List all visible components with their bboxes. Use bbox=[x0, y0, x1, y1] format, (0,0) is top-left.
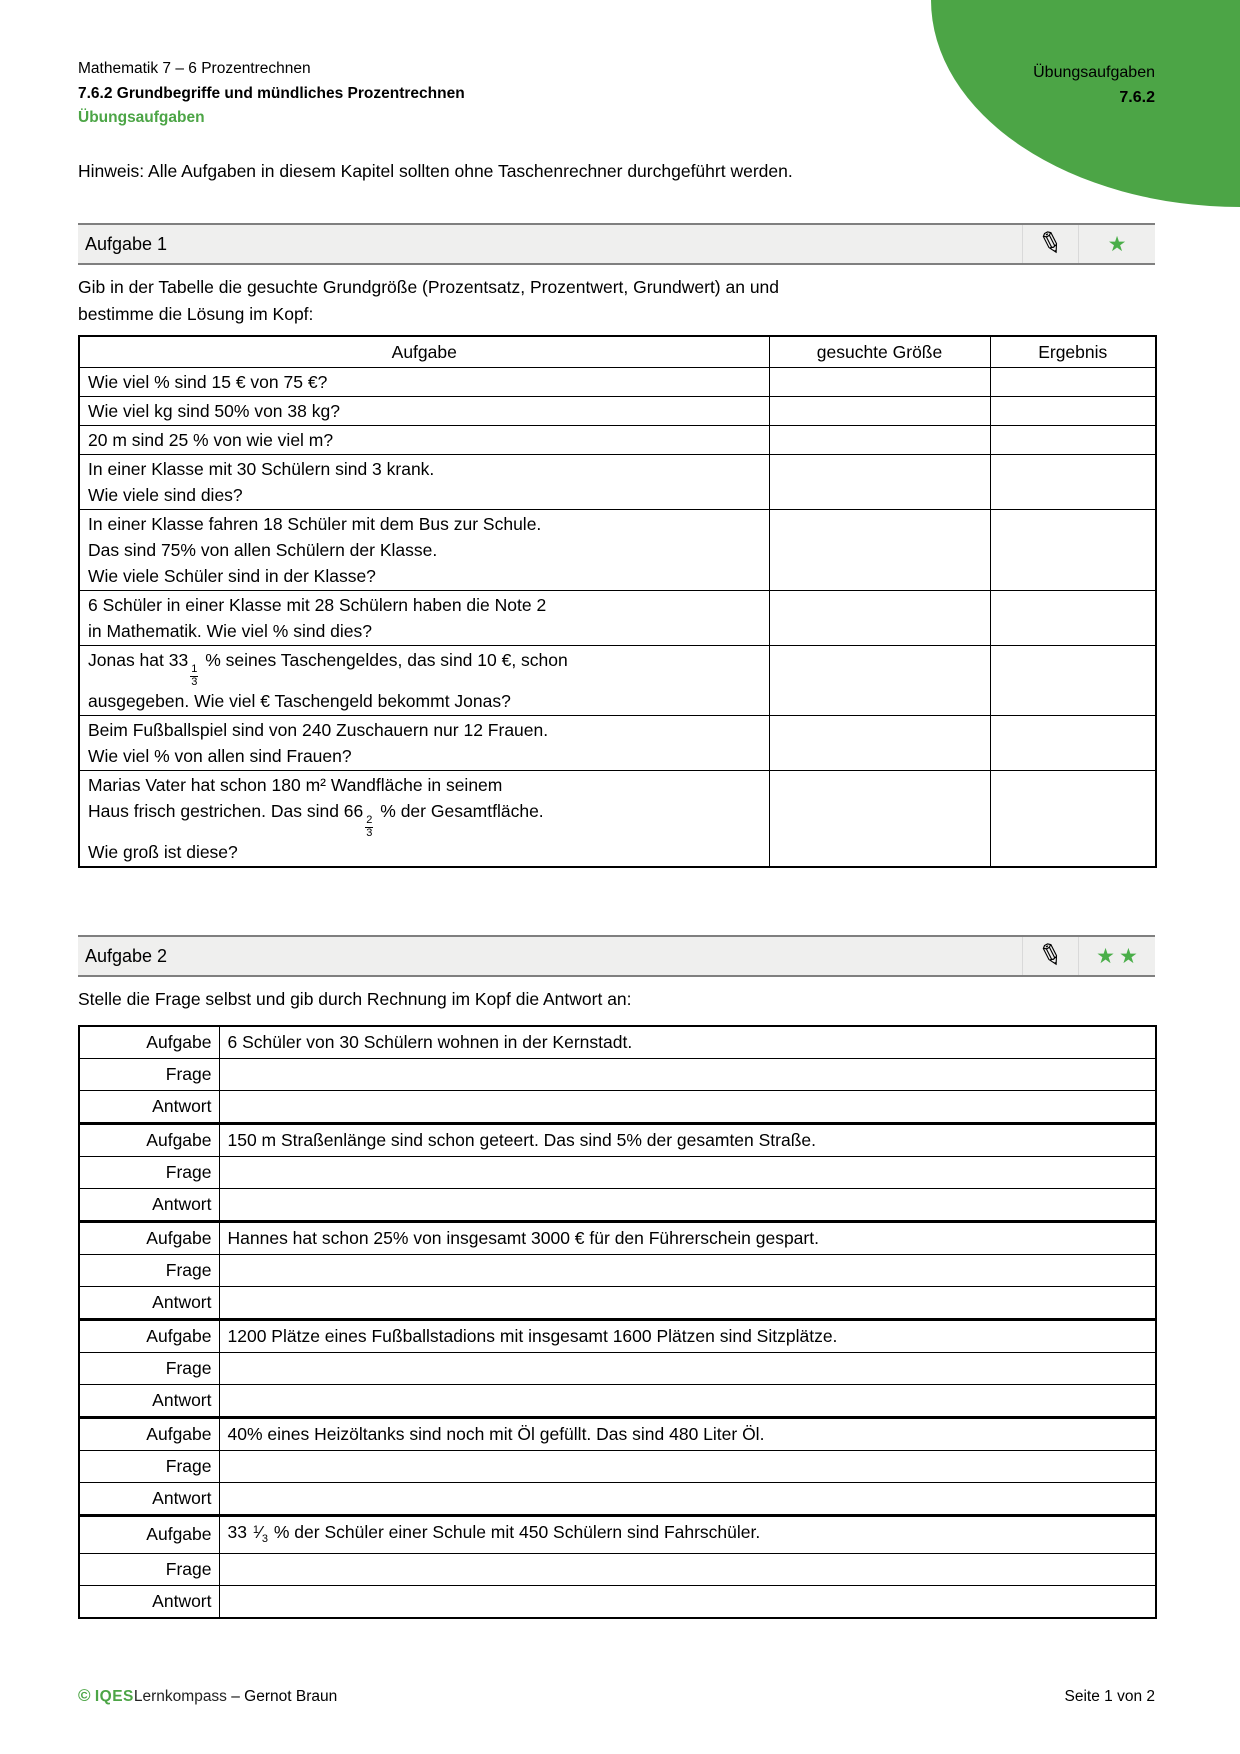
answer-blank-cell bbox=[219, 1353, 1156, 1385]
task1-title: Aufgabe 1 bbox=[85, 233, 168, 254]
table-row bbox=[79, 771, 1156, 868]
ergebnis-cell bbox=[990, 591, 1156, 646]
table-row bbox=[79, 455, 1156, 510]
aufgabe-text-line: Wie viel kg sind 50% von 38 kg? bbox=[88, 401, 340, 421]
aufgabe-text-line: Wie viele sind dies? bbox=[88, 485, 243, 505]
row-label-cell: Aufgabe bbox=[79, 1320, 219, 1353]
ergebnis-cell bbox=[990, 455, 1156, 510]
star-icon: ★ bbox=[1119, 944, 1138, 968]
table-row bbox=[79, 1516, 1156, 1554]
header-course-line: Mathematik 7 – 6 Prozentrechnen bbox=[78, 60, 311, 77]
answer-blank-cell bbox=[219, 1255, 1156, 1287]
task2-pencil-cell bbox=[1023, 936, 1078, 975]
aufgabe-cell bbox=[79, 771, 769, 868]
gesuchte-groesse-cell bbox=[769, 716, 990, 771]
row-label-cell: Antwort bbox=[79, 1585, 219, 1618]
brand-iqes: IQES bbox=[94, 1688, 134, 1705]
table-row bbox=[79, 1553, 1156, 1585]
aufgabe-text-line: 6 Schüler in einer Klasse mit 28 Schülern haben die Note 2 bbox=[88, 595, 547, 615]
aufgabe-cell bbox=[79, 397, 769, 426]
star-icon: ★ bbox=[1107, 232, 1127, 256]
ergebnis-cell bbox=[990, 510, 1156, 591]
task1-table-header-row bbox=[79, 336, 1156, 368]
row-label-cell: Antwort bbox=[79, 1483, 219, 1516]
aufgabe-text-line: Wie groß ist diese? bbox=[88, 842, 238, 863]
column-header-aufgabe: Aufgabe bbox=[79, 336, 769, 368]
table-row bbox=[79, 716, 1156, 771]
aufgabe-text-line: In einer Klasse mit 30 Schülern sind 3 krank. bbox=[88, 459, 435, 479]
table-row bbox=[79, 397, 1156, 426]
row-label-cell: Frage bbox=[79, 1255, 219, 1287]
table-row bbox=[79, 646, 1156, 716]
row-label-cell: Antwort bbox=[79, 1385, 219, 1418]
document-header bbox=[78, 57, 465, 131]
aufgabe-cell bbox=[79, 716, 769, 771]
aufgabe-text-line: Marias Vater hat schon 180 m² Wandfläche in seinem bbox=[88, 775, 503, 796]
aufgabe-text-line: In einer Klasse fahren 18 Schüler mit dem Bus zur Schule. bbox=[88, 514, 542, 534]
table-row bbox=[79, 1418, 1156, 1451]
answer-blank-cell bbox=[219, 1059, 1156, 1091]
aufgabe-cell bbox=[79, 426, 769, 455]
answer-blank-cell bbox=[219, 1287, 1156, 1320]
aufgabe-content-cell: 33 $^1⁄_3$ % der Schüler einer Schule mit 450 Schülern sind Fahrschüler. bbox=[219, 1516, 1156, 1554]
ergebnis-cell bbox=[990, 771, 1156, 868]
aufgabe-cell bbox=[79, 368, 769, 397]
page-footer bbox=[78, 1686, 1155, 1706]
answer-blank-cell bbox=[219, 1585, 1156, 1618]
row-label-cell: Aufgabe bbox=[79, 1124, 219, 1157]
aufgabe-text-line: Das sind 75% von allen Schülern der Klasse. bbox=[88, 540, 438, 560]
row-label-cell: Frage bbox=[79, 1553, 219, 1585]
corner-banner bbox=[931, 0, 1240, 207]
aufgabe-content-cell: Hannes hat schon 25% von insgesamt 3000 € für den Führerschein gespart. bbox=[219, 1222, 1156, 1255]
aufgabe-text-line: Wie viele Schüler sind in der Klasse? bbox=[88, 566, 376, 586]
aufgabe-text-line: Wie viel % von allen sind Frauen? bbox=[88, 746, 352, 767]
task1-title-bar bbox=[78, 223, 1155, 265]
gesuchte-groesse-cell bbox=[769, 397, 990, 426]
table-row bbox=[79, 1026, 1156, 1059]
aufgabe-text-line: in Mathematik. Wie viel % sind dies? bbox=[88, 621, 372, 641]
ergebnis-cell bbox=[990, 646, 1156, 716]
corner-code: 7.6.2 bbox=[1119, 89, 1155, 106]
row-label-cell: Frage bbox=[79, 1157, 219, 1189]
ergebnis-cell bbox=[990, 426, 1156, 455]
aufgabe-cell bbox=[79, 455, 769, 510]
brand-lernkompass: Lernkompass bbox=[133, 1688, 227, 1705]
aufgabe-text-line: 20 m sind 25 % von wie viel m? bbox=[88, 430, 334, 450]
table-row bbox=[79, 1255, 1156, 1287]
gesuchte-groesse-cell bbox=[769, 426, 990, 455]
answer-blank-cell bbox=[219, 1385, 1156, 1418]
table-row bbox=[79, 368, 1156, 397]
ergebnis-cell bbox=[990, 397, 1156, 426]
answer-blank-cell bbox=[219, 1553, 1156, 1585]
task1-instruction-line: bestimme die Lösung im Kopf: bbox=[78, 304, 314, 324]
gesuchte-groesse-cell bbox=[769, 591, 990, 646]
table-row bbox=[79, 1353, 1156, 1385]
table-row bbox=[79, 1483, 1156, 1516]
corner-banner-text bbox=[1033, 60, 1155, 110]
table-row bbox=[79, 1157, 1156, 1189]
ergebnis-cell bbox=[990, 368, 1156, 397]
table-row bbox=[79, 591, 1156, 646]
header-chapter-line: 7.6.2 Grundbegriffe und mündliches Prozentrechnen bbox=[78, 84, 465, 102]
task1-instruction-line: Gib in der Tabelle die gesuchte Grundgröße (Prozentsatz, Prozentwert, Grundwert) an und bbox=[78, 277, 780, 297]
column-header-ergebnis: Ergebnis bbox=[990, 336, 1156, 368]
corner-label: Übungsaufgaben bbox=[1033, 64, 1155, 81]
aufgabe-text-line: Beim Fußballspiel sind von 240 Zuschauern nur 12 Frauen. bbox=[88, 720, 549, 741]
stacked-fraction: $\frac{1}{3}$ bbox=[191, 663, 198, 688]
answer-blank-cell bbox=[219, 1157, 1156, 1189]
hint-text: Hinweis: Alle Aufgaben in diesem Kapitel sollten ohne Taschenrechner durchgeführt werden. bbox=[78, 161, 793, 181]
row-label-cell: Frage bbox=[79, 1353, 219, 1385]
task1-pencil-cell bbox=[1023, 224, 1078, 263]
copyright-icon: © bbox=[78, 1686, 91, 1705]
row-label-cell: Aufgabe bbox=[79, 1026, 219, 1059]
table-row bbox=[79, 510, 1156, 591]
footer-credits bbox=[78, 1686, 337, 1706]
table-row bbox=[79, 1451, 1156, 1483]
aufgabe-text-line: Haus frisch gestrichen. Das sind 66 $\frac{2}{3}$ % der Gesamtfläche. bbox=[88, 801, 544, 839]
task2-instruction: Stelle die Frage selbst und gib durch Rechnung im Kopf die Antwort an: bbox=[78, 989, 632, 1009]
answer-blank-cell bbox=[219, 1091, 1156, 1124]
aufgabe-text-line: Jonas hat 33 $\frac{1}{3}$ % seines Taschengeldes, das sind 10 €, schon bbox=[88, 650, 568, 688]
table-row bbox=[79, 1385, 1156, 1418]
aufgabe-content-cell: 150 m Straßenlänge sind schon geteert. Das sind 5% der gesamten Straße. bbox=[219, 1124, 1156, 1157]
aufgabe-content-cell: 1200 Plätze eines Fußballstadions mit insgesamt 1600 Plätzen sind Sitzplätze. bbox=[219, 1320, 1156, 1353]
row-label-cell: Aufgabe bbox=[79, 1516, 219, 1554]
page-number: Seite 1 von 2 bbox=[1064, 1688, 1155, 1705]
gesuchte-groesse-cell bbox=[769, 510, 990, 591]
column-header-gesuchte-groesse: gesuchte Größe bbox=[769, 336, 990, 368]
task2-title-bar bbox=[78, 935, 1155, 977]
table-row bbox=[79, 1320, 1156, 1353]
task1-difficulty-stars bbox=[1079, 232, 1155, 257]
answer-blank-cell bbox=[219, 1189, 1156, 1222]
stacked-fraction: $\frac{2}{3}$ bbox=[366, 814, 373, 839]
ergebnis-cell bbox=[990, 716, 1156, 771]
table-row bbox=[79, 1585, 1156, 1618]
task2-table bbox=[78, 1025, 1157, 1619]
footer-author: – Gernot Braun bbox=[231, 1688, 338, 1705]
aufgabe-content-cell: 6 Schüler von 30 Schülern wohnen in der Kernstadt. bbox=[219, 1026, 1156, 1059]
aufgabe-text-line: Wie viel % sind 15 € von 75 €? bbox=[88, 372, 328, 392]
table-row bbox=[79, 1287, 1156, 1320]
aufgabe-cell bbox=[79, 646, 769, 716]
gesuchte-groesse-cell bbox=[769, 771, 990, 868]
aufgabe-cell bbox=[79, 510, 769, 591]
answer-blank-cell bbox=[219, 1451, 1156, 1483]
task2-title: Aufgabe 2 bbox=[85, 945, 168, 966]
row-label-cell: Antwort bbox=[79, 1091, 219, 1124]
row-label-cell: Aufgabe bbox=[79, 1222, 219, 1255]
table-row bbox=[79, 1189, 1156, 1222]
task2-difficulty-stars bbox=[1079, 944, 1155, 969]
task1-table bbox=[78, 335, 1157, 868]
gesuchte-groesse-cell bbox=[769, 646, 990, 716]
aufgabe-cell bbox=[79, 591, 769, 646]
answer-blank-cell bbox=[219, 1483, 1156, 1516]
row-label-cell: Frage bbox=[79, 1059, 219, 1091]
row-label-cell: Antwort bbox=[79, 1189, 219, 1222]
pencil-icon: ✎ bbox=[1034, 936, 1068, 975]
task1-instruction bbox=[78, 274, 779, 328]
table-row bbox=[79, 1222, 1156, 1255]
row-label-cell: Aufgabe bbox=[79, 1418, 219, 1451]
row-label-cell: Antwort bbox=[79, 1287, 219, 1320]
table-row bbox=[79, 426, 1156, 455]
aufgabe-content-cell: 40% eines Heizöltanks sind noch mit Öl gefüllt. Das sind 480 Liter Öl. bbox=[219, 1418, 1156, 1451]
table-row bbox=[79, 1059, 1156, 1091]
table-row bbox=[79, 1091, 1156, 1124]
star-icon: ★ bbox=[1096, 944, 1115, 968]
row-label-cell: Frage bbox=[79, 1451, 219, 1483]
header-section-line: Übungsaufgaben bbox=[78, 109, 205, 126]
aufgabe-text-line: ausgegeben. Wie viel € Taschengeld bekommt Jonas? bbox=[88, 691, 511, 712]
pencil-icon: ✎ bbox=[1034, 224, 1068, 263]
gesuchte-groesse-cell bbox=[769, 455, 990, 510]
table-row bbox=[79, 1124, 1156, 1157]
gesuchte-groesse-cell bbox=[769, 368, 990, 397]
diagonal-fraction: $^1⁄_3$ bbox=[252, 1521, 269, 1545]
